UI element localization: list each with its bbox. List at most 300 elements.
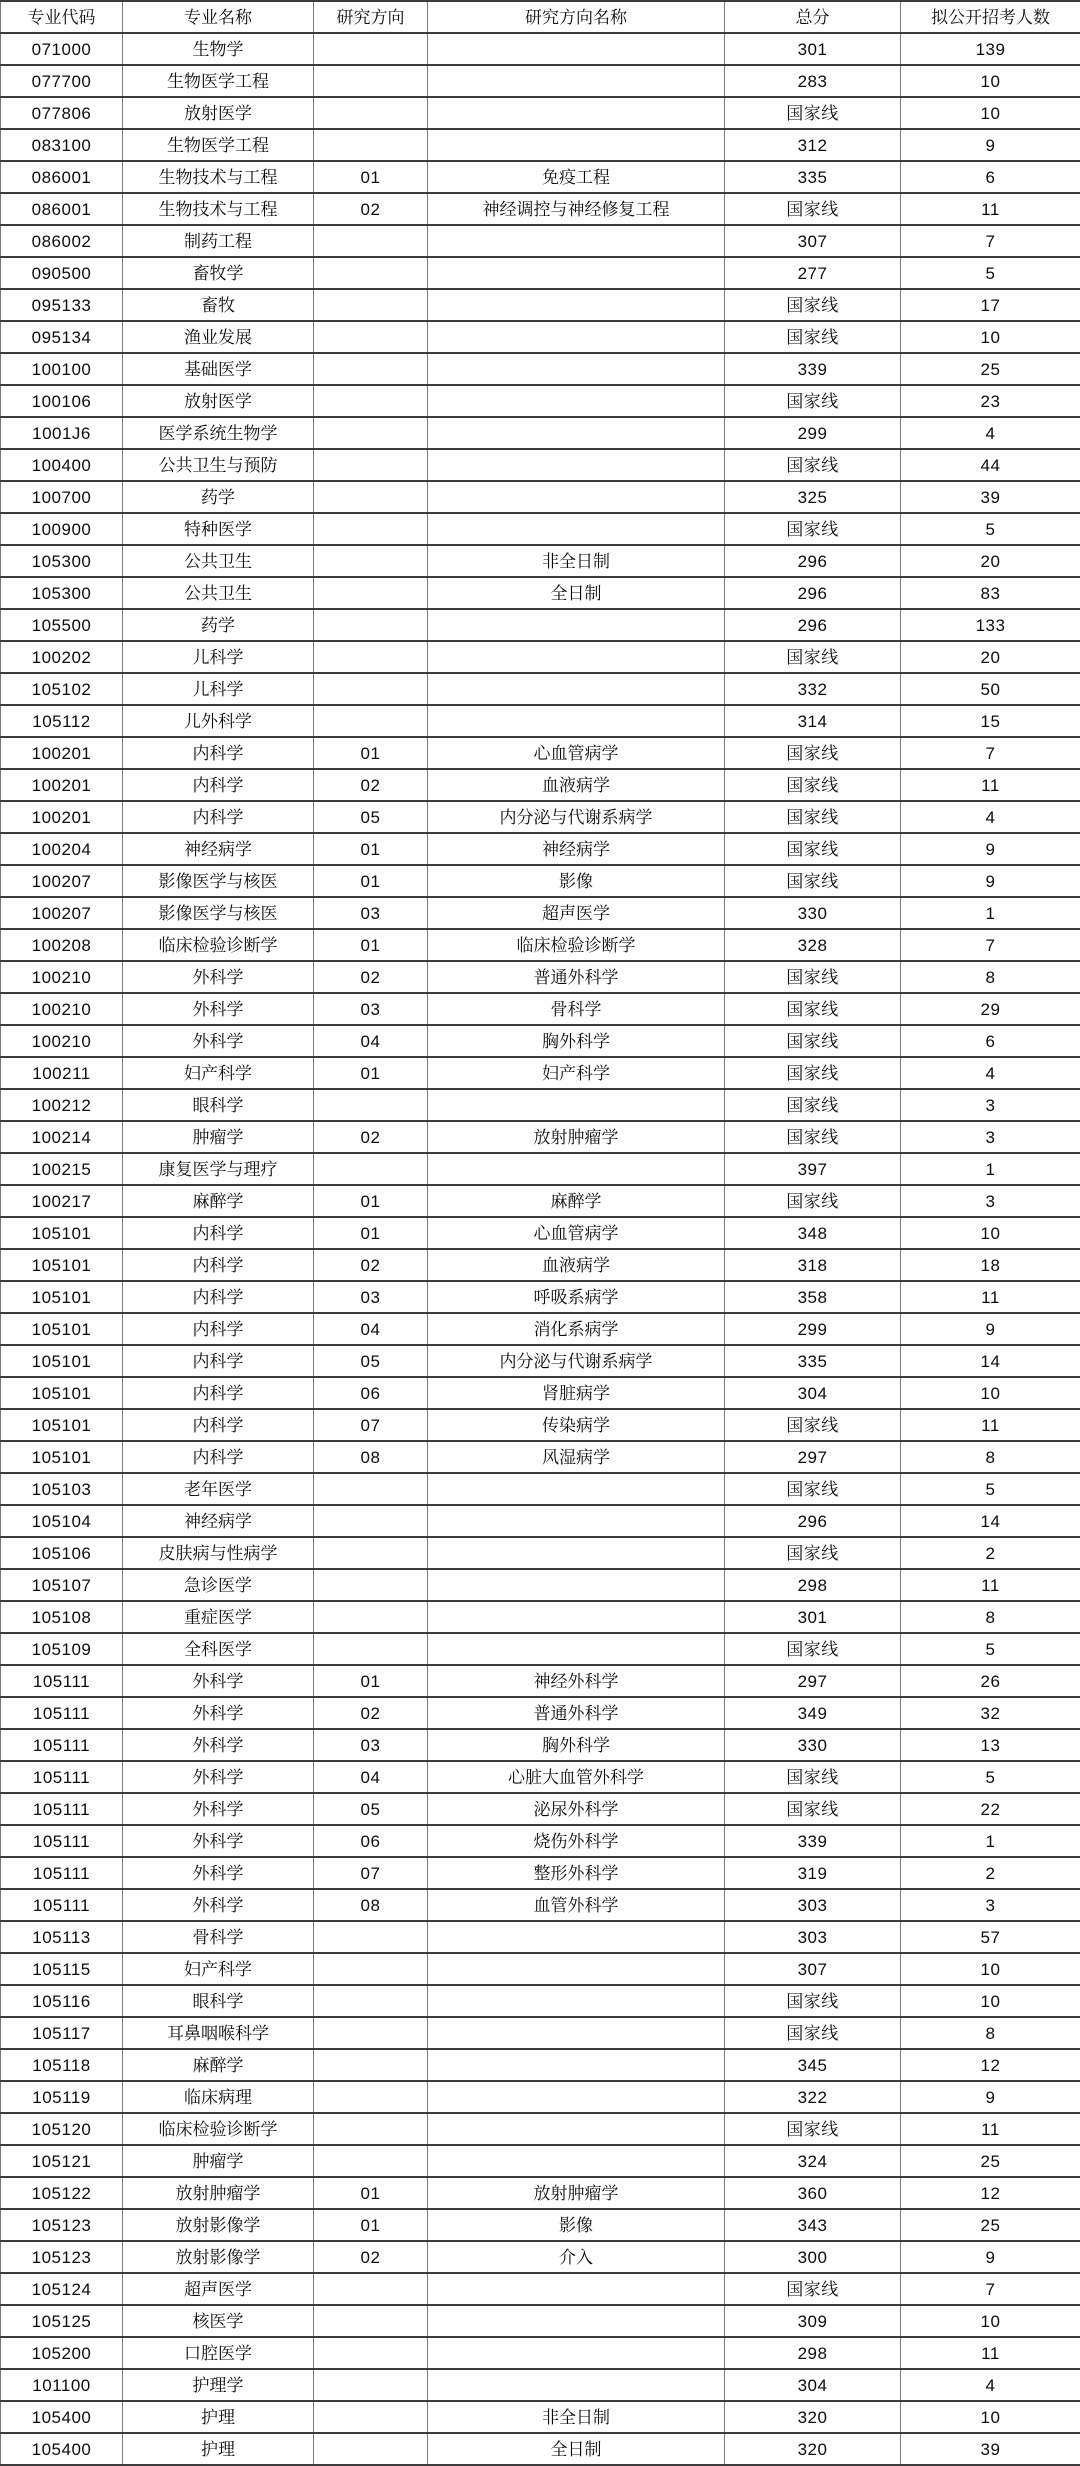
cell-planned-count: 5 [901,513,1080,545]
cell-major-name: 护理 [123,2401,314,2433]
cell-total-score: 307 [725,1953,901,1985]
cell-direction-name [428,481,725,513]
table-row [1,545,1080,577]
cell-major-code: 100201 [1,801,123,833]
cell-total-score: 296 [725,545,901,577]
table-row [1,1729,1080,1761]
cell-major-code: 100212 [1,1089,123,1121]
cell-major-name: 耳鼻咽喉科学 [123,2017,314,2049]
cell-direction-name: 传染病学 [428,1409,725,1441]
cell-direction-code [314,1953,428,1985]
table-row [1,609,1080,641]
cell-direction-name: 普通外科学 [428,961,725,993]
cell-direction-code: 01 [314,1185,428,1217]
cell-direction-code: 04 [314,1761,428,1793]
cell-major-code: 105101 [1,1409,123,1441]
cell-major-name: 康复医学与理疗 [123,1153,314,1185]
cell-major-code: 105102 [1,673,123,705]
table-row [1,1153,1080,1185]
cell-direction-name: 影像 [428,2209,725,2241]
cell-major-name: 内科学 [123,1313,314,1345]
cell-direction-name [428,321,725,353]
table-row [1,2433,1080,2465]
cell-planned-count: 6 [901,161,1080,193]
cell-planned-count: 23 [901,385,1080,417]
cell-direction-code: 02 [314,1121,428,1153]
cell-direction-code: 01 [314,737,428,769]
cell-planned-count: 15 [901,705,1080,737]
cell-planned-count: 4 [901,801,1080,833]
cell-direction-name [428,1537,725,1569]
cell-planned-count: 25 [901,2209,1080,2241]
cell-planned-count: 11 [901,1569,1080,1601]
cell-major-name: 外科学 [123,1793,314,1825]
cell-direction-name [428,2273,725,2305]
cell-major-code: 105101 [1,1313,123,1345]
cell-planned-count: 29 [901,993,1080,1025]
cell-major-code: 105116 [1,1985,123,2017]
cell-major-name: 基础医学 [123,353,314,385]
cell-major-code: 086001 [1,193,123,225]
cell-direction-code [314,1633,428,1665]
cell-direction-code [314,2305,428,2337]
cell-major-code: 100210 [1,1025,123,1057]
cell-major-name: 放射医学 [123,97,314,129]
cell-direction-name: 消化系病学 [428,1313,725,1345]
cell-total-score: 国家线 [725,1025,901,1057]
cell-total-score: 335 [725,1345,901,1377]
cell-major-code: 100106 [1,385,123,417]
cell-planned-count: 10 [901,1377,1080,1409]
cell-total-score: 国家线 [725,193,901,225]
table-row [1,801,1080,833]
cell-major-name: 公共卫生与预防 [123,449,314,481]
table-row [1,353,1080,385]
table-row [1,1089,1080,1121]
cell-total-score: 349 [725,1697,901,1729]
cell-direction-code [314,1537,428,1569]
cell-major-code: 105125 [1,2305,123,2337]
table-row [1,1409,1080,1441]
table-row [1,2017,1080,2049]
cell-direction-name: 影像 [428,865,725,897]
cell-total-score: 国家线 [725,1089,901,1121]
cell-planned-count: 22 [901,1793,1080,1825]
cell-planned-count: 139 [901,33,1080,65]
cell-direction-code: 03 [314,897,428,929]
cell-major-name: 公共卫生 [123,545,314,577]
cell-direction-code [314,609,428,641]
cell-major-code: 100900 [1,513,123,545]
cell-direction-code [314,417,428,449]
cell-direction-code [314,481,428,513]
cell-total-score: 303 [725,1921,901,1953]
cell-direction-code [314,385,428,417]
cell-direction-name: 血液病学 [428,769,725,801]
cell-major-code: 105111 [1,1889,123,1921]
cell-total-score: 312 [725,129,901,161]
cell-direction-name: 骨科学 [428,993,725,1025]
cell-direction-code: 03 [314,1729,428,1761]
cell-direction-code [314,2433,428,2465]
cell-major-code: 105500 [1,609,123,641]
cell-total-score: 国家线 [725,961,901,993]
cell-direction-name: 心血管病学 [428,1217,725,1249]
table-row [1,1025,1080,1057]
cell-major-name: 外科学 [123,1761,314,1793]
cell-major-name: 外科学 [123,1697,314,1729]
cell-major-code: 105117 [1,2017,123,2049]
cell-major-name: 妇产科学 [123,1057,314,1089]
cell-major-name: 重症医学 [123,1601,314,1633]
cell-direction-name [428,1601,725,1633]
cell-major-code: 105111 [1,1729,123,1761]
cell-direction-name: 风湿病学 [428,1441,725,1473]
table-row [1,289,1080,321]
table-row [1,833,1080,865]
cell-major-name: 外科学 [123,1889,314,1921]
cell-major-name: 儿科学 [123,673,314,705]
cell-major-name: 全科医学 [123,1633,314,1665]
table-row [1,1281,1080,1313]
table-row [1,1665,1080,1697]
cell-total-score: 国家线 [725,1057,901,1089]
cell-major-name: 制药工程 [123,225,314,257]
cell-planned-count: 25 [901,2145,1080,2177]
table-row [1,577,1080,609]
cell-direction-name [428,1985,725,2017]
cell-direction-name: 血管外科学 [428,1889,725,1921]
cell-major-name: 生物技术与工程 [123,193,314,225]
table-row [1,1345,1080,1377]
cell-total-score: 304 [725,1377,901,1409]
cell-direction-code [314,1153,428,1185]
cell-major-code: 105111 [1,1825,123,1857]
cell-major-code: 105300 [1,577,123,609]
cell-planned-count: 4 [901,2369,1080,2401]
cell-total-score: 309 [725,2305,901,2337]
cell-direction-code: 01 [314,161,428,193]
cell-planned-count: 32 [901,1697,1080,1729]
cell-direction-code [314,129,428,161]
cell-total-score: 国家线 [725,1761,901,1793]
table-row [1,2145,1080,2177]
cell-total-score: 358 [725,1281,901,1313]
cell-total-score: 283 [725,65,901,97]
cell-direction-code [314,353,428,385]
cell-major-code: 105119 [1,2081,123,2113]
cell-total-score: 303 [725,1889,901,1921]
cell-major-code: 105123 [1,2241,123,2273]
cell-major-name: 儿科学 [123,641,314,673]
cell-total-score: 国家线 [725,289,901,321]
cell-major-name: 畜牧学 [123,257,314,289]
cell-direction-name [428,353,725,385]
cell-major-code: 105111 [1,1761,123,1793]
cell-planned-count: 83 [901,577,1080,609]
cell-total-score: 国家线 [725,993,901,1025]
table-row [1,1505,1080,1537]
cell-planned-count: 8 [901,2017,1080,2049]
cell-direction-name [428,513,725,545]
cell-major-code: 105108 [1,1601,123,1633]
table-row [1,865,1080,897]
cell-direction-code [314,1985,428,2017]
table-row [1,961,1080,993]
cell-direction-code [314,2401,428,2433]
cell-total-score: 332 [725,673,901,705]
cell-major-code: 100201 [1,769,123,801]
cell-major-name: 神经病学 [123,1505,314,1537]
cell-major-code: 105120 [1,2113,123,2145]
cell-total-score: 330 [725,1729,901,1761]
cell-major-name: 外科学 [123,1857,314,1889]
table-row [1,1185,1080,1217]
cell-direction-name: 内分泌与代谢系病学 [428,801,725,833]
cell-planned-count: 12 [901,2049,1080,2081]
cell-direction-code: 02 [314,1697,428,1729]
cell-major-code: 105111 [1,1857,123,1889]
cell-major-code: 105103 [1,1473,123,1505]
cell-direction-code [314,65,428,97]
cell-direction-name [428,1953,725,1985]
cell-planned-count: 11 [901,2113,1080,2145]
table-row [1,897,1080,929]
cell-direction-code: 05 [314,1345,428,1377]
cell-direction-name: 非全日制 [428,2401,725,2433]
cell-direction-name [428,449,725,481]
cell-planned-count: 10 [901,97,1080,129]
cell-direction-code: 06 [314,1825,428,1857]
cell-major-code: 100207 [1,865,123,897]
cell-planned-count: 13 [901,1729,1080,1761]
cell-major-code: 100201 [1,737,123,769]
cell-major-name: 药学 [123,481,314,513]
cell-major-name: 临床检验诊断学 [123,2113,314,2145]
cell-planned-count: 7 [901,737,1080,769]
cell-total-score: 国家线 [725,833,901,865]
cell-direction-name [428,97,725,129]
cell-direction-name: 介入 [428,2241,725,2273]
table-row [1,321,1080,353]
cell-major-code: 100214 [1,1121,123,1153]
cell-planned-count: 1 [901,897,1080,929]
cell-major-code: 105109 [1,1633,123,1665]
cell-total-score: 国家线 [725,1537,901,1569]
cell-major-name: 内科学 [123,769,314,801]
cell-direction-code [314,1921,428,1953]
cell-major-code: 105101 [1,1345,123,1377]
cell-total-score: 348 [725,1217,901,1249]
cell-major-name: 骨科学 [123,1921,314,1953]
cell-total-score: 299 [725,1313,901,1345]
cell-direction-code [314,2017,428,2049]
cell-planned-count: 9 [901,1313,1080,1345]
cell-direction-name [428,65,725,97]
cell-direction-code: 06 [314,1377,428,1409]
table-row [1,673,1080,705]
cell-direction-name [428,417,725,449]
cell-planned-count: 4 [901,417,1080,449]
cell-planned-count: 25 [901,353,1080,385]
cell-planned-count: 3 [901,1185,1080,1217]
cell-total-score: 国家线 [725,2113,901,2145]
cell-direction-code: 01 [314,1665,428,1697]
header-cell-direction-name: 研究方向名称 [428,1,725,33]
table-row [1,513,1080,545]
cell-planned-count: 9 [901,833,1080,865]
table-row [1,193,1080,225]
cell-major-name: 内科学 [123,1441,314,1473]
cell-total-score: 339 [725,353,901,385]
cell-direction-name: 泌尿外科学 [428,1793,725,1825]
cell-direction-code: 03 [314,993,428,1025]
table-row [1,1761,1080,1793]
cell-major-name: 神经病学 [123,833,314,865]
cell-total-score: 335 [725,161,901,193]
cell-direction-name [428,1473,725,1505]
cell-direction-name: 血液病学 [428,1249,725,1281]
table-row [1,993,1080,1025]
cell-total-score: 330 [725,897,901,929]
cell-direction-code: 01 [314,2209,428,2241]
cell-major-name: 放射医学 [123,385,314,417]
cell-planned-count: 3 [901,1089,1080,1121]
cell-total-score: 国家线 [725,1985,901,2017]
cell-major-code: 077806 [1,97,123,129]
cell-major-name: 放射影像学 [123,2209,314,2241]
cell-major-code: 105111 [1,1697,123,1729]
cell-major-name: 生物技术与工程 [123,161,314,193]
cell-total-score: 国家线 [725,321,901,353]
table-row [1,641,1080,673]
cell-direction-name: 心脏大血管外科学 [428,1761,725,1793]
cell-major-code: 100208 [1,929,123,961]
cell-direction-code [314,577,428,609]
table-row [1,1473,1080,1505]
cell-major-name: 外科学 [123,1825,314,1857]
cell-direction-name [428,2113,725,2145]
cell-planned-count: 9 [901,2241,1080,2273]
cell-planned-count: 10 [901,1953,1080,1985]
cell-major-code: 105124 [1,2273,123,2305]
cell-direction-code [314,1601,428,1633]
cell-direction-name [428,2305,725,2337]
cell-major-name: 老年医学 [123,1473,314,1505]
cell-total-score: 320 [725,2401,901,2433]
cell-major-name: 内科学 [123,1281,314,1313]
table-row [1,769,1080,801]
cell-major-code: 100202 [1,641,123,673]
cell-direction-code [314,705,428,737]
cell-major-name: 麻醉学 [123,1185,314,1217]
cell-planned-count: 5 [901,257,1080,289]
cell-total-score: 国家线 [725,801,901,833]
cell-total-score: 国家线 [725,97,901,129]
cell-planned-count: 11 [901,1281,1080,1313]
cell-planned-count: 4 [901,1057,1080,1089]
cell-planned-count: 11 [901,1409,1080,1441]
cell-major-name: 内科学 [123,737,314,769]
cell-direction-code [314,2273,428,2305]
cell-direction-name [428,1089,725,1121]
cell-planned-count: 39 [901,481,1080,513]
cell-direction-code: 05 [314,801,428,833]
table-row [1,929,1080,961]
cell-major-name: 药学 [123,609,314,641]
cell-total-score: 307 [725,225,901,257]
cell-direction-name: 整形外科学 [428,1857,725,1889]
cell-major-name: 生物医学工程 [123,129,314,161]
table-row [1,1633,1080,1665]
cell-planned-count: 3 [901,1121,1080,1153]
cell-total-score: 298 [725,1569,901,1601]
cell-direction-name [428,2081,725,2113]
cell-major-code: 105123 [1,2209,123,2241]
cell-total-score: 296 [725,609,901,641]
header-row [1,1,1080,33]
cell-major-name: 影像医学与核医 [123,897,314,929]
cell-planned-count: 9 [901,129,1080,161]
cell-direction-code [314,33,428,65]
table-row [1,1249,1080,1281]
cell-total-score: 319 [725,1857,901,1889]
table-row [1,737,1080,769]
table-row [1,2401,1080,2433]
cell-planned-count: 10 [901,2401,1080,2433]
cell-direction-name: 神经外科学 [428,1665,725,1697]
cell-planned-count: 133 [901,609,1080,641]
cell-direction-name: 麻醉学 [428,1185,725,1217]
cell-major-name: 生物医学工程 [123,65,314,97]
cell-major-name: 口腔医学 [123,2337,314,2369]
table-row [1,1057,1080,1089]
cell-total-score: 国家线 [725,513,901,545]
cell-total-score: 320 [725,2433,901,2465]
cell-major-name: 影像医学与核医 [123,865,314,897]
cell-planned-count: 17 [901,289,1080,321]
cell-planned-count: 5 [901,1473,1080,1505]
cell-planned-count: 26 [901,1665,1080,1697]
cell-total-score: 301 [725,1601,901,1633]
cell-planned-count: 8 [901,1601,1080,1633]
table-row [1,1857,1080,1889]
cell-direction-name: 肾脏病学 [428,1377,725,1409]
cell-direction-name: 呼吸系病学 [428,1281,725,1313]
cell-total-score: 国家线 [725,1185,901,1217]
cell-major-name: 超声医学 [123,2273,314,2305]
cell-direction-code [314,1505,428,1537]
cell-major-name: 内科学 [123,1409,314,1441]
table-row [1,225,1080,257]
cell-major-code: 105101 [1,1441,123,1473]
table-row [1,1697,1080,1729]
cell-major-name: 皮肤病与性病学 [123,1537,314,1569]
cell-direction-name [428,1505,725,1537]
cell-direction-name: 全日制 [428,2433,725,2465]
cell-total-score: 304 [725,2369,901,2401]
cell-direction-code [314,97,428,129]
cell-total-score: 国家线 [725,1793,901,1825]
cell-direction-name: 内分泌与代谢系病学 [428,1345,725,1377]
cell-total-score: 328 [725,929,901,961]
cell-direction-name: 胸外科学 [428,1729,725,1761]
cell-total-score: 297 [725,1441,901,1473]
cell-direction-code: 02 [314,1249,428,1281]
cell-direction-code: 04 [314,1313,428,1345]
cell-planned-count: 11 [901,769,1080,801]
cell-direction-name: 非全日制 [428,545,725,577]
